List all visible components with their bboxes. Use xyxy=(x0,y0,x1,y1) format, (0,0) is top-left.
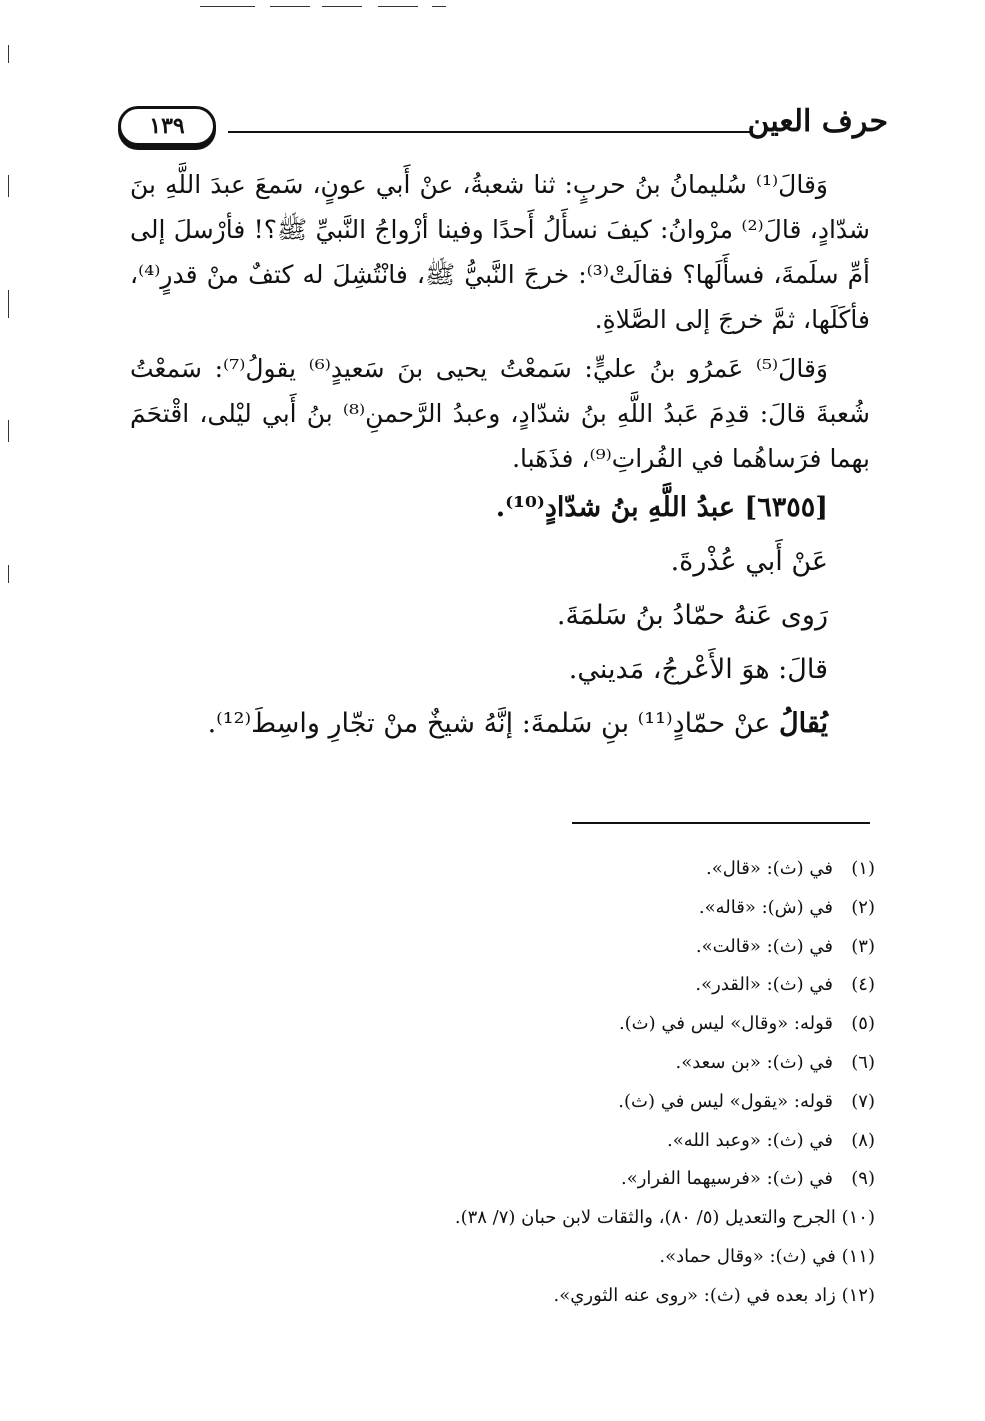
footnote-number: (١) xyxy=(851,858,875,879)
scan-mark xyxy=(378,6,418,7)
scan-mark xyxy=(432,6,446,7)
footnote xyxy=(300,889,875,928)
text-line: رَوى عَنهُ حمّادُ بنُ سَلمَةَ. xyxy=(556,600,828,631)
text-bold: يُقالُ xyxy=(778,708,828,739)
scan-mark xyxy=(322,6,362,7)
footnote-text: في (ش): «قاله». xyxy=(698,896,833,918)
footnote xyxy=(300,1044,875,1083)
main-text xyxy=(130,162,870,751)
scan-mark xyxy=(8,290,9,318)
footnote-text: في (ث): «وقال حماد». xyxy=(659,1245,842,1267)
page-header xyxy=(118,106,888,158)
text-line: قالَ: هوَ الأَعْرجُ، مَديني. xyxy=(568,654,828,685)
header-rule xyxy=(228,131,753,133)
page-number: ١٣٩ xyxy=(118,106,216,146)
entry-heading: [٦٣٥٥] عبدُ اللَّهِ بنُ شدّادٍ⁽¹⁰⁾. xyxy=(495,492,828,523)
footnote-text: في (ث): «وعبد الله». xyxy=(667,1129,833,1151)
footnote xyxy=(300,1199,875,1238)
scan-mark xyxy=(200,6,255,7)
footnote xyxy=(300,1005,875,1044)
footnote-text: في (ث): «فرسيهما الفرار». xyxy=(620,1168,833,1190)
footnote-number: (١٠) xyxy=(841,1207,875,1229)
footnote-text: في (ث): «قالت». xyxy=(695,935,833,957)
footnote-number: (٥) xyxy=(851,1013,875,1035)
paragraph xyxy=(130,162,870,342)
text-line xyxy=(130,697,870,751)
footnote-number: (٣) xyxy=(851,935,875,957)
footnote-text: قوله: «وقال» ليس في (ث). xyxy=(618,1013,833,1035)
footnote-text: قوله: «يقول» ليس في (ث). xyxy=(618,1090,833,1112)
footnote-separator xyxy=(572,822,870,824)
paragraph-text: وَقالَ⁽⁵⁾ عَمرُو بنُ عليٍّ: سَمعْتُ يحيى بنَ سَعيدٍ⁽⁶⁾ يقولُ⁽⁷⁾: سَمعْتُ شُعبةَ قالَ: قدِمَ عَبدُ اللَّهِ بنُ شدّادٍ، وعبدُ الرَّحمنِ⁽⁸⁾ بنُ أَبي ليْلى، اقْتحَمَ بهما فرَساهُما في الفُراتِ⁽⁹⁾، فذَهَبا. xyxy=(130,354,870,473)
scan-mark xyxy=(270,6,310,7)
footnote-text: الجرح والتعديل (٥/ ٨٠)، والثقات لابن حبان (٧/ ٣٨). xyxy=(454,1207,842,1229)
footnote-number: (١١) xyxy=(841,1245,875,1267)
footnote xyxy=(300,1277,875,1316)
scan-mark xyxy=(8,45,9,63)
footnote-number: (٢) xyxy=(851,896,875,918)
footnote-number: (٤) xyxy=(851,974,875,996)
text-line: عَنْ أَبي عُذْرةَ. xyxy=(670,546,828,577)
footnote xyxy=(300,850,875,889)
paragraph-text: وَقالَ⁽¹⁾ سُليمانُ بنُ حربٍ: ثنا شعبةُ، عنْ أَبي عونٍ، سَمعَ عبدَ اللَّهِ بنَ شدّادٍ، قالَ⁽²⁾ مرْوانُ: كيفَ نسأَلُ أَحدًا وفينا أزْواجُ النَّبيِّ ﷺ؟! فأرْسلَ إلى أمِّ سلَمةَ، فسأَلَها؟ فقالَتْ⁽³⁾: خرجَ النَّبيُّ ﷺ، فانْتُشِلَ له كتفٌ منْ قدرٍ⁽⁴⁾، فأكَلَها، ثمَّ خرجَ إلى الصَّلاةِ. xyxy=(130,170,870,334)
footnote xyxy=(300,1083,875,1122)
footnote xyxy=(300,928,875,967)
scan-mark xyxy=(8,175,9,197)
footnote-number: (٧) xyxy=(851,1090,875,1112)
footnotes xyxy=(300,850,875,1316)
scan-mark xyxy=(8,565,9,583)
footnote-number: (٦) xyxy=(851,1051,875,1073)
footnote-text: في (ث): «قال». xyxy=(705,858,833,879)
footnote-number: (٨) xyxy=(851,1129,875,1151)
footnote-number: (٩) xyxy=(851,1168,875,1190)
footnote-number: (١٢) xyxy=(841,1284,875,1306)
footnote-text: في (ث): «بن سعد». xyxy=(675,1051,833,1073)
running-title: حرف العين xyxy=(747,104,888,139)
footnote-text: في (ث): «القدر». xyxy=(695,974,833,996)
paragraph xyxy=(130,346,870,481)
footnote xyxy=(300,1238,875,1277)
footnote xyxy=(300,1160,875,1199)
scan-mark xyxy=(8,420,9,442)
footnote-text: زاد بعده في (ث): «روى عنه الثوري». xyxy=(553,1284,842,1306)
footnote xyxy=(300,1122,875,1161)
text-rest: عنْ حمّادٍ⁽¹¹⁾ بنِ سَلمةَ: إنَّهُ شيخٌ منْ تجّارِ واسِطَ⁽¹²⁾. xyxy=(207,708,779,739)
footnote xyxy=(300,966,875,1005)
